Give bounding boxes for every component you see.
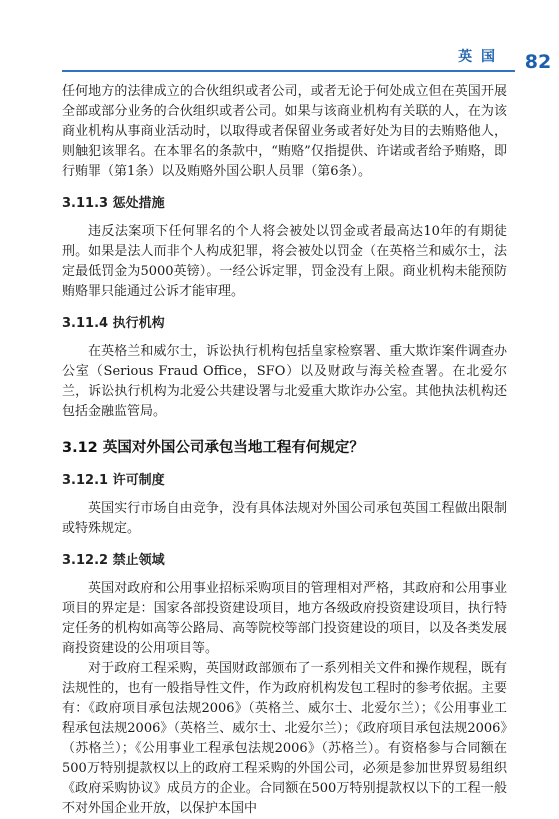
paragraph: 对于政府工程采购，英国财政部颁布了一系列相关文件和操作规程，既有法规性的，也有一般指导性文件，作为政府机构发包工程时的参考依据。主要有：《政府项目承包法规2006》（英格兰、威尔士、北爱尔兰）；《公用事业工程承包法规2006》（英格兰、威尔士、北爱尔兰）；《政府项目承包法规2006》（苏格兰）；《公用事业工程承包法规2006》（苏格兰）。有资格参与合同额在500万特别提款权以上的政府工程采购的外国公司，必须是参加世界贸易组织《政府采购协议》成员方的企业。合同额在500万特别提款权以下的工程一般不对外国企业开放，以保护本国中 (62, 661, 507, 816)
question-heading: 3.12 英国对外国公司承包当地工程有何规定？ (62, 440, 364, 456)
paragraph: 违反法案项下任何罪名的个人将会被处以罚金或者最高达10年的有期徒刑。如果是法人而非个人构成犯罪，将会被处以罚金（在英格兰和威尔士，法定最低罚金为5000英镑）。一经公诉定罪，罚金没有上限。商业机构未能预防贿赂罪只能通过公诉才能审理。 (62, 224, 507, 299)
page-number: 82 (517, 40, 559, 84)
section-heading: 3.11.4 执行机构 (62, 316, 165, 331)
page-body (62, 82, 507, 819)
paragraph: 英国实行市场自由竞争，没有具体法规对外国公司承包英国工程做出限制或特殊规定。 (62, 501, 507, 536)
paragraph: 在英格兰和威尔士，诉讼执行机构包括皇家检察署、重大欺诈案件调查办公室（Serious Fraud Office，SFO）以及财政与海关检查署。在北爱尔兰，诉讼执行机构为北爱公共建设署与北爱重大欺诈办公室。其他执法机构还包括金融监管局。 (62, 344, 507, 419)
page-header (0, 40, 559, 80)
section-heading: 3.12.2 禁止领域 (62, 553, 165, 568)
paragraph: 英国对政府和公用事业招标采购项目的管理相对严格，其政府和公用事业项目的界定是：国家各部投资建设项目，地方各级政府投资建设项目，执行特定任务的机构如高等公路局、高等院校等部门投资建设的项目，以及各类发展商投资建设的公用项目等。 (62, 581, 507, 656)
paragraph: 任何地方的法律成立的合伙组织或者公司，或者无论于何处成立但在英国开展全部或部分业务的合伙组织或者公司。如果与该商业机构有关联的人，在为该商业机构从事商业活动时，以取得或者保留业务或者好处为目的去贿赂他人，则触犯该罪名。在本罪名的条款中，“贿赂”仅指提供、许诺或者给予贿赂，即行贿罪（第1条）以及贿赂外国公职人员罪（第6条）。 (62, 84, 507, 179)
section-heading: 3.12.1 许可制度 (62, 473, 165, 488)
section-heading: 3.11.3 惩处措施 (62, 196, 165, 211)
header-rule (62, 70, 515, 72)
running-title: 英 国 (458, 49, 497, 65)
